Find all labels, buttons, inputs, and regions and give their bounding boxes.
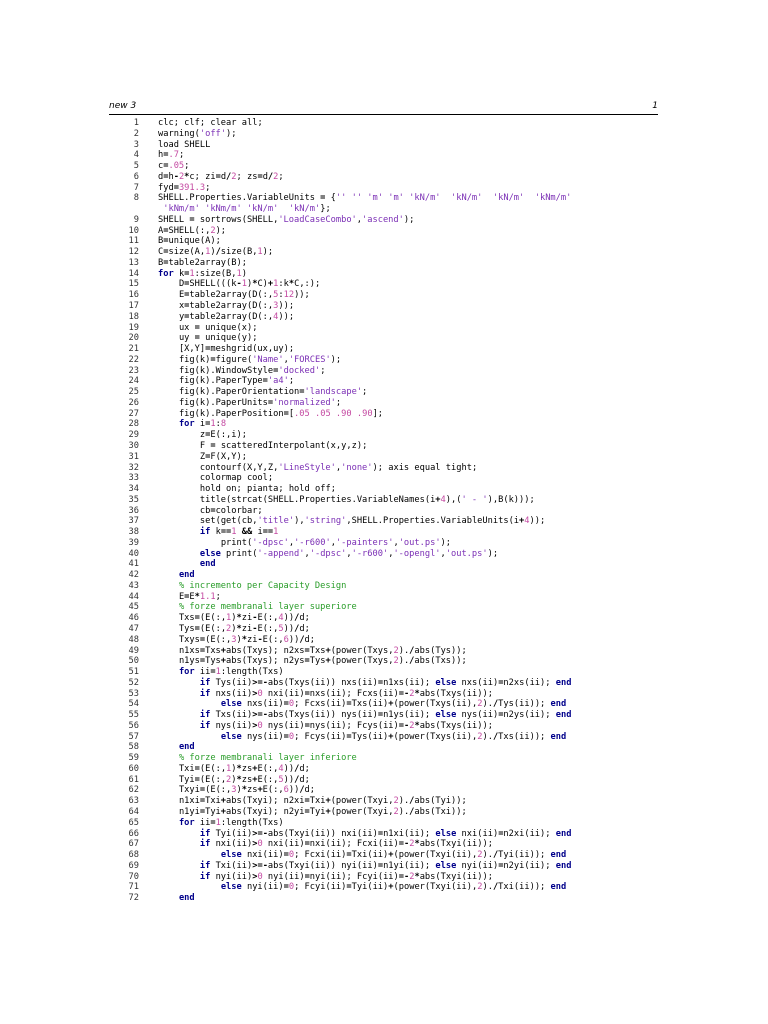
header-divider bbox=[109, 114, 658, 115]
code-line bbox=[109, 161, 658, 172]
code-line bbox=[109, 279, 658, 290]
code-line bbox=[109, 764, 658, 775]
line-number: 4 bbox=[133, 150, 139, 161]
code-line bbox=[109, 269, 658, 280]
code-text: Txys=(E(:,3)*zi-E(:,6))/d; bbox=[178, 634, 316, 645]
code-text: contourf(X,Y,Z,'LineStyle','none'); axis equal tight; bbox=[199, 462, 478, 473]
code-line bbox=[109, 172, 658, 183]
line-number: 18 bbox=[128, 311, 139, 322]
code-text: % incremento per Capacity Design bbox=[178, 580, 347, 591]
code-text: F = scatteredInterpolant(x,y,z); bbox=[199, 440, 368, 451]
code-text: if k==1 && i==1 bbox=[199, 527, 279, 538]
line-number: 36 bbox=[128, 505, 139, 516]
line-number: 1 bbox=[133, 118, 139, 128]
code-text: if nxs(ii)>0 nxi(ii)=nxs(ii); Fcxs(ii)=-2*abs(Txys(ii)); bbox=[199, 688, 493, 699]
code-line bbox=[109, 323, 658, 334]
code-line bbox=[109, 430, 658, 441]
line-number: 48 bbox=[128, 634, 139, 645]
code-text: ux = unique(x); bbox=[178, 322, 258, 333]
code-line bbox=[109, 796, 658, 807]
code-line bbox=[109, 710, 658, 721]
code-text: set(get(cb,'title'),'string',SHELL.Properties.VariableUnits(i+4)); bbox=[199, 516, 546, 527]
line-number: 24 bbox=[128, 376, 139, 387]
code-text: else nys(ii)=0; Fcys(ii)=Tys(ii)+(power(Txys(ii),2)./Txs(ii)); end bbox=[220, 731, 567, 742]
code-text: else nxs(ii)=0; Fcxs(ii)=Txs(ii)+(power(Txys(ii),2)./Tys(ii)); end bbox=[220, 699, 567, 710]
code-text: % forze membranali layer superiore bbox=[178, 602, 357, 613]
code-text: fig(k).PaperPosition=[.05 .05 .90 .90]; bbox=[178, 408, 384, 419]
code-line bbox=[109, 624, 658, 635]
code-line bbox=[109, 247, 658, 258]
code-text: end bbox=[199, 559, 216, 570]
code-text: n1yi=Tyi+abs(Txyi); n2yi=Tyi+(power(Txyi,2)./abs(Txi)); bbox=[178, 807, 467, 817]
code-text: if nyi(ii)>0 nyi(ii)=nyi(ii); Fcyi(ii)=-2*abs(Txyi(ii)); bbox=[199, 871, 493, 882]
code-line bbox=[109, 656, 658, 667]
code-text: fig(k)=figure('Name','FORCES'); bbox=[178, 354, 342, 365]
line-number: 60 bbox=[128, 763, 139, 774]
code-line bbox=[109, 516, 658, 527]
code-text: SHELL = sortrows(SHELL,'LoadCaseCombo','ascend'); bbox=[158, 214, 415, 225]
code-line bbox=[109, 226, 658, 237]
line-number: 42 bbox=[128, 570, 139, 581]
code-text: d=h-2*c; zi=d/2; zs=d/2; bbox=[158, 171, 284, 182]
code-line bbox=[109, 732, 658, 743]
line-number: 62 bbox=[128, 785, 139, 796]
code-listing bbox=[109, 118, 658, 904]
code-line bbox=[109, 807, 658, 818]
code-line bbox=[109, 215, 658, 226]
code-line bbox=[109, 839, 658, 850]
line-number: 65 bbox=[128, 817, 139, 828]
line-number: 70 bbox=[128, 871, 139, 882]
line-number: 25 bbox=[128, 387, 139, 398]
code-text: print('-dpsc','-r600','-painters','out.ps'); bbox=[220, 537, 452, 548]
line-number: 50 bbox=[128, 656, 139, 667]
code-line bbox=[109, 118, 658, 129]
line-number: 11 bbox=[128, 236, 139, 247]
line-number: 52 bbox=[128, 677, 139, 688]
code-line bbox=[109, 667, 658, 678]
code-line bbox=[109, 613, 658, 624]
code-line bbox=[109, 850, 658, 861]
line-number: 12 bbox=[128, 247, 139, 258]
code-text: for ii=1:length(Txs) bbox=[178, 817, 284, 828]
code-line bbox=[109, 258, 658, 269]
code-text: fig(k).PaperUnits='normalized'; bbox=[178, 397, 342, 408]
line-number: 27 bbox=[128, 408, 139, 419]
line-number: 67 bbox=[128, 839, 139, 850]
code-line bbox=[109, 409, 658, 420]
code-text: Txi=(E(:,1)*zs+E(:,4))/d; bbox=[178, 763, 310, 774]
line-number: 51 bbox=[128, 667, 139, 678]
code-text: colormap cool; bbox=[199, 473, 274, 484]
code-line bbox=[109, 495, 658, 506]
code-line bbox=[109, 592, 658, 603]
code-text: fig(k).PaperType='a4'; bbox=[178, 376, 295, 387]
code-line bbox=[109, 290, 658, 301]
code-text: if Tys(ii)>=-abs(Txys(ii)) nxs(ii)=n1xs(ii); else nxs(ii)=n2xs(ii); end bbox=[199, 677, 572, 688]
code-text: [X,Y]=meshgrid(ux,uy); bbox=[178, 344, 295, 355]
line-number: 14 bbox=[128, 268, 139, 279]
code-line bbox=[109, 646, 658, 657]
line-number: 15 bbox=[128, 279, 139, 290]
code-line bbox=[109, 376, 658, 387]
code-text: Tys=(E(:,2)*zi-E(:,5))/d; bbox=[178, 623, 310, 634]
code-text: n1xs=Txs+abs(Txys); n2xs=Txs+(power(Txys,2)./abs(Tys)); bbox=[178, 645, 467, 656]
line-number: 35 bbox=[128, 494, 139, 505]
line-number: 7 bbox=[133, 182, 139, 193]
code-text: n1ys=Tys+abs(Txys); n2ys=Tys+(power(Txys,2)./abs(Txs)); bbox=[178, 656, 467, 667]
line-number: 71 bbox=[128, 882, 139, 893]
code-text: y=table2array(D(:,4)); bbox=[178, 311, 295, 322]
code-line bbox=[109, 129, 658, 140]
code-line bbox=[109, 775, 658, 786]
line-number: 31 bbox=[128, 451, 139, 462]
code-text: if Txi(ii)>=-abs(Txyi(ii)) nyi(ii)=n1yi(ii); else nyi(ii)=n2yi(ii); end bbox=[199, 860, 572, 871]
code-text: Txyi=(E(:,3)*zs+E(:,6))/d; bbox=[178, 785, 316, 796]
code-line bbox=[109, 829, 658, 840]
line-number: 61 bbox=[128, 774, 139, 785]
line-number: 38 bbox=[128, 527, 139, 538]
code-text: fig(k).PaperOrientation='landscape'; bbox=[178, 387, 368, 398]
code-text: B=unique(A); bbox=[158, 236, 221, 247]
code-line bbox=[109, 818, 658, 829]
line-number: 10 bbox=[128, 225, 139, 236]
code-text: if nxi(ii)>0 nxi(ii)=nxi(ii); Fcxi(ii)=-2*abs(Txyi(ii)); bbox=[199, 839, 493, 850]
line-number: 72 bbox=[128, 893, 139, 904]
code-line bbox=[109, 236, 658, 247]
code-text: 'kNm/m' 'kNm/m' 'kN/m' 'kN/m'}; bbox=[163, 204, 331, 215]
line-number: 6 bbox=[133, 171, 139, 182]
code-text: load SHELL bbox=[158, 139, 211, 150]
code-line bbox=[109, 699, 658, 710]
code-line bbox=[109, 193, 658, 204]
line-number: 43 bbox=[128, 580, 139, 591]
line-number: 58 bbox=[128, 742, 139, 753]
code-line bbox=[109, 861, 658, 872]
line-number: 45 bbox=[128, 602, 139, 613]
line-number: 39 bbox=[128, 537, 139, 548]
code-line bbox=[109, 893, 658, 904]
code-line bbox=[109, 183, 658, 194]
code-text: n1xi=Txi+abs(Txyi); n2xi=Txi+(power(Txyi,2)./abs(Tyi)); bbox=[178, 796, 467, 807]
code-line bbox=[109, 398, 658, 409]
line-number: 53 bbox=[128, 688, 139, 699]
line-number: 17 bbox=[128, 301, 139, 312]
code-text: % forze membranali layer inferiore bbox=[178, 753, 357, 764]
line-number: 16 bbox=[128, 290, 139, 301]
code-text: z=E(:,i); bbox=[199, 430, 247, 441]
line-number: 30 bbox=[128, 440, 139, 451]
code-text: uy = unique(y); bbox=[178, 333, 258, 344]
line-number: 28 bbox=[128, 419, 139, 430]
line-number: 40 bbox=[128, 548, 139, 559]
code-line bbox=[109, 452, 658, 463]
line-number: 46 bbox=[128, 613, 139, 624]
document-title: new 3 bbox=[109, 101, 137, 111]
code-text: clc; clf; clear all; bbox=[158, 118, 263, 128]
code-text: else print('-append','-dpsc','-r600','-opengl','out.ps'); bbox=[199, 548, 499, 559]
code-line bbox=[109, 333, 658, 344]
code-text: fig(k).WindowStyle='docked'; bbox=[178, 365, 326, 376]
line-number: 64 bbox=[128, 807, 139, 817]
line-number: 26 bbox=[128, 397, 139, 408]
code-text: for k=1:size(B,1) bbox=[158, 268, 247, 279]
page-number: 1 bbox=[652, 101, 658, 111]
line-number: 20 bbox=[128, 333, 139, 344]
code-line bbox=[109, 678, 658, 689]
code-line bbox=[109, 441, 658, 452]
code-line bbox=[109, 559, 658, 570]
code-line bbox=[109, 872, 658, 883]
code-text: fyd=391.3; bbox=[158, 182, 211, 193]
code-line bbox=[109, 602, 658, 613]
line-number: 2 bbox=[133, 128, 139, 139]
line-number: 56 bbox=[128, 720, 139, 731]
line-number: 9 bbox=[133, 214, 139, 225]
line-number: 63 bbox=[128, 796, 139, 807]
code-text: for i=1:8 bbox=[178, 419, 227, 430]
line-number: 22 bbox=[128, 354, 139, 365]
code-text: for ii=1:length(Txs) bbox=[178, 667, 284, 678]
code-text: E=E*1.1; bbox=[178, 591, 221, 602]
code-line bbox=[109, 581, 658, 592]
line-number: 5 bbox=[133, 161, 139, 172]
code-line bbox=[109, 785, 658, 796]
code-line bbox=[109, 753, 658, 764]
code-line bbox=[109, 689, 658, 700]
line-number: 49 bbox=[128, 645, 139, 656]
page-header bbox=[109, 101, 658, 113]
line-number: 54 bbox=[128, 699, 139, 710]
line-number: 34 bbox=[128, 484, 139, 495]
line-number: 21 bbox=[128, 344, 139, 355]
line-number: 13 bbox=[128, 257, 139, 268]
code-line bbox=[109, 387, 658, 398]
code-line bbox=[109, 355, 658, 366]
code-text: else nxi(ii)=0; Fcxi(ii)=Txi(ii)+(power(Txyi(ii),2)./Tyi(ii)); end bbox=[220, 850, 567, 861]
code-line bbox=[109, 538, 658, 549]
code-text: if nys(ii)>0 nys(ii)=nys(ii); Fcys(ii)=-2*abs(Txys(ii)); bbox=[199, 720, 493, 731]
code-text: Tyi=(E(:,2)*zs+E(:,5))/d; bbox=[178, 774, 310, 785]
code-line bbox=[109, 570, 658, 581]
code-line bbox=[109, 506, 658, 517]
line-number: 59 bbox=[128, 753, 139, 764]
code-text: E=table2array(D(:,5:12)); bbox=[178, 290, 310, 301]
code-text: if Tyi(ii)>=-abs(Txyi(ii)) nxi(ii)=n1xi(ii); else nxi(ii)=n2xi(ii); end bbox=[199, 828, 572, 839]
code-line bbox=[109, 742, 658, 753]
code-text: Txs=(E(:,1)*zi-E(:,4))/d; bbox=[178, 613, 310, 624]
code-text: end bbox=[178, 742, 195, 753]
line-number: 57 bbox=[128, 731, 139, 742]
code-line bbox=[109, 635, 658, 646]
line-number: 41 bbox=[128, 559, 139, 570]
code-text: title(strcat(SHELL.Properties.VariableNames(i+4),(' - '),B(k))); bbox=[199, 494, 535, 505]
code-text: C=size(A,1)/size(B,1); bbox=[158, 247, 274, 258]
code-text: warning('off'); bbox=[158, 128, 237, 139]
line-number: 37 bbox=[128, 516, 139, 527]
line-number: 55 bbox=[128, 710, 139, 721]
line-number: 44 bbox=[128, 591, 139, 602]
code-line bbox=[109, 140, 658, 151]
code-text: end bbox=[178, 893, 195, 904]
code-line bbox=[109, 204, 658, 215]
code-text: x=table2array(D(:,3)); bbox=[178, 301, 295, 312]
code-line bbox=[109, 527, 658, 538]
code-text: D=SHELL(((k-1)*C)+1:k*C,:); bbox=[178, 279, 321, 290]
code-line bbox=[109, 882, 658, 893]
code-line bbox=[109, 463, 658, 474]
code-text: Z=F(X,Y); bbox=[199, 451, 247, 462]
line-number: 32 bbox=[128, 462, 139, 473]
code-line bbox=[109, 312, 658, 323]
line-number: 3 bbox=[133, 139, 139, 150]
code-text: h=.7; bbox=[158, 150, 185, 161]
code-text: if Txs(ii)>=-abs(Txys(ii)) nys(ii)=n1ys(ii); else nys(ii)=n2ys(ii); end bbox=[199, 710, 572, 721]
code-text: hold on; pianta; hold off; bbox=[199, 484, 336, 495]
line-number: 66 bbox=[128, 828, 139, 839]
line-number: 29 bbox=[128, 430, 139, 441]
code-line bbox=[109, 419, 658, 430]
line-number: 68 bbox=[128, 850, 139, 861]
code-line bbox=[109, 366, 658, 377]
line-number: 23 bbox=[128, 365, 139, 376]
line-number: 8 bbox=[133, 193, 139, 204]
code-text: A=SHELL(:,2); bbox=[158, 225, 227, 236]
code-line bbox=[109, 301, 658, 312]
code-line bbox=[109, 473, 658, 484]
line-number: 19 bbox=[128, 322, 139, 333]
line-number: 69 bbox=[128, 860, 139, 871]
code-text: cb=colorbar; bbox=[199, 505, 263, 516]
code-line bbox=[109, 344, 658, 355]
line-number: 33 bbox=[128, 473, 139, 484]
code-text: else nyi(ii)=0; Fcyi(ii)=Tyi(ii)+(power(Txyi(ii),2)./Txi(ii)); end bbox=[220, 882, 567, 893]
line-number: 47 bbox=[128, 623, 139, 634]
code-line bbox=[109, 484, 658, 495]
code-text: B=table2array(B); bbox=[158, 257, 247, 268]
code-text: SHELL.Properties.VariableUnits = {'' '' 'm' 'm' 'kN/m' 'kN/m' 'kN/m' 'kNm/m' bbox=[158, 193, 572, 204]
code-text: c=.05; bbox=[158, 161, 190, 172]
code-line bbox=[109, 549, 658, 560]
code-text: end bbox=[178, 570, 195, 581]
code-line bbox=[109, 721, 658, 732]
code-line bbox=[109, 150, 658, 161]
